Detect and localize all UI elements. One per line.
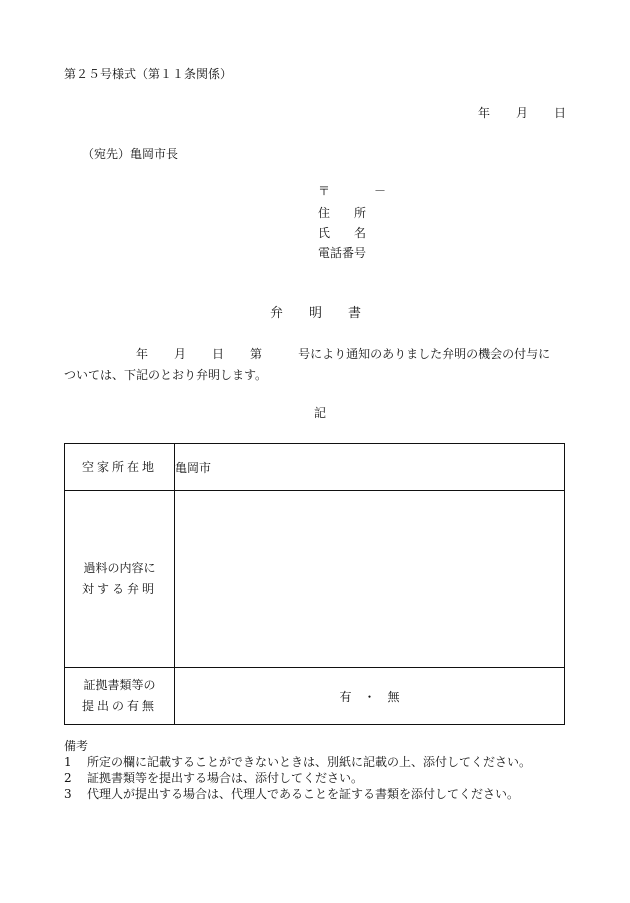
appeal-table	[64, 443, 565, 725]
table-row	[65, 668, 565, 725]
body-line-2: ついては、下記のとおり弁明します。	[64, 368, 268, 382]
note-text: 証拠書類等を提出する場合は、添付してください。	[87, 771, 364, 785]
property-location-value: 亀岡市	[175, 444, 565, 491]
notes-section	[64, 738, 531, 802]
address-label: 住 所	[318, 206, 367, 220]
evidence-label-line2: 提出の有無	[81, 699, 157, 713]
appeal-content-label-line1: 過料の内容に	[83, 561, 156, 575]
note-number: 2	[64, 771, 72, 785]
note-text: 所定の欄に記載することができないときは、別紙に記載の上、添付してください。	[87, 755, 532, 769]
table-row	[65, 444, 565, 491]
note-text: 代理人が提出する場合は、代理人であることを証する書類を添付してください。	[87, 787, 520, 801]
appeal-content-field[interactable]	[175, 491, 565, 668]
submission-date	[478, 107, 566, 119]
note-number: 1	[64, 755, 72, 769]
postal-code-line	[318, 185, 386, 197]
date-month-label: 月	[516, 106, 529, 120]
appeal-content-label-line2: 対する弁明	[81, 582, 157, 596]
body-month: 月	[174, 347, 187, 361]
date-year-label: 年	[478, 106, 491, 120]
body-year: 年	[136, 347, 149, 361]
evidence-presence-choice[interactable]: 有 ・ 無	[175, 668, 565, 725]
form-number: 第２５号様式（第１１条関係）	[64, 67, 233, 81]
note-item	[64, 754, 531, 770]
note-number: 3	[64, 787, 72, 801]
date-day-label: 日	[554, 106, 567, 120]
appeal-content-label	[65, 491, 175, 668]
ki-heading: 記	[314, 406, 327, 420]
name-label: 氏 名	[318, 226, 367, 240]
postal-dash: －	[374, 184, 387, 198]
table-row	[65, 491, 565, 668]
addressee: （宛先）亀岡市長	[82, 147, 179, 161]
evidence-label-line1: 証拠書類等の	[83, 678, 156, 692]
body-number-prefix: 第	[250, 347, 263, 361]
body-day: 日	[212, 347, 225, 361]
document-title: 弁 明 書	[270, 306, 362, 321]
body-line-1	[136, 348, 550, 360]
note-item	[64, 786, 531, 802]
body-line-1-rest: 号により通知のありました弁明の機会の付与に	[298, 347, 551, 361]
property-location-label: 空家所在地	[65, 444, 175, 491]
phone-label: 電話番号	[318, 246, 367, 260]
evidence-label	[65, 668, 175, 725]
notes-heading: 備考	[64, 739, 89, 753]
note-item	[64, 770, 531, 786]
postal-mark: 〒	[318, 184, 331, 198]
